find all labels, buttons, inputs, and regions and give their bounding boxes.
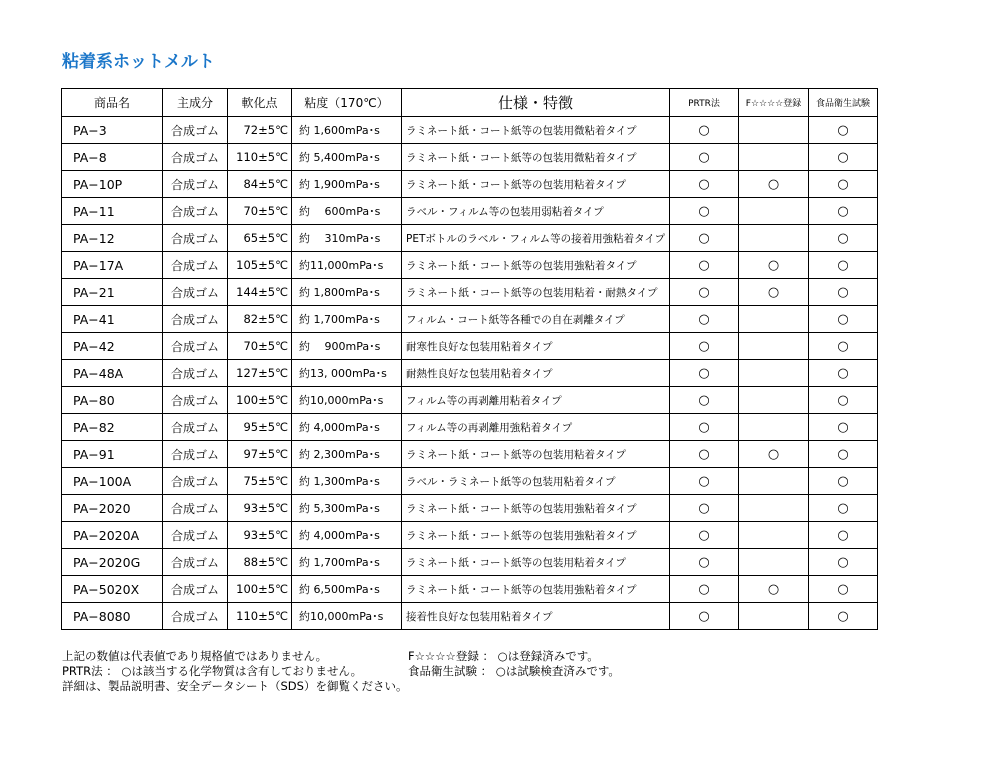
food-hygiene-mark-cell: ○ [809, 117, 878, 144]
prtr-mark-cell: ○ [670, 414, 739, 441]
product-name-cell: PA−2020A [62, 522, 163, 549]
softening-point-cell: 100±5℃ [228, 387, 292, 414]
f4-mark-cell: ○ [739, 441, 809, 468]
table-row [62, 414, 878, 441]
product-name-cell: PA−5020X [62, 576, 163, 603]
header-food-hygiene: 食品衛生試験 [809, 89, 878, 117]
viscosity-cell: 約 2,300mPa･s [292, 441, 402, 468]
food-hygiene-mark-cell: ○ [809, 333, 878, 360]
main-component-cell: 合成ゴム [163, 279, 228, 306]
f4-mark-cell [739, 603, 809, 630]
header-specification: 仕様・特徴 [402, 89, 670, 117]
header-f4-registration: F☆☆☆☆登録 [739, 89, 809, 117]
main-component-cell: 合成ゴム [163, 414, 228, 441]
softening-point-cell: 70±5℃ [228, 333, 292, 360]
prtr-mark-cell: ○ [670, 603, 739, 630]
f4-mark-cell: ○ [739, 279, 809, 306]
food-hygiene-mark-cell: ○ [809, 360, 878, 387]
food-hygiene-mark-cell: ○ [809, 522, 878, 549]
softening-point-cell: 93±5℃ [228, 495, 292, 522]
table-row [62, 387, 878, 414]
f4-mark-cell [739, 117, 809, 144]
food-hygiene-mark-cell: ○ [809, 441, 878, 468]
main-component-cell: 合成ゴム [163, 576, 228, 603]
food-hygiene-mark-cell: ○ [809, 279, 878, 306]
main-component-cell: 合成ゴム [163, 198, 228, 225]
specification-cell: フィルム等の再剥離用粘着タイプ [402, 387, 670, 414]
product-name-cell: PA−12 [62, 225, 163, 252]
main-component-cell: 合成ゴム [163, 225, 228, 252]
food-hygiene-mark-cell: ○ [809, 198, 878, 225]
main-component-cell: 合成ゴム [163, 171, 228, 198]
prtr-mark-cell: ○ [670, 549, 739, 576]
main-component-cell: 合成ゴム [163, 360, 228, 387]
softening-point-cell: 88±5℃ [228, 549, 292, 576]
specification-cell: ラベル・ラミネート紙等の包装用粘着タイプ [402, 468, 670, 495]
specification-cell: ラミネート紙・コート紙等の包装用粘着タイプ [402, 171, 670, 198]
food-hygiene-mark-cell: ○ [809, 549, 878, 576]
table-row [62, 171, 878, 198]
specification-cell: 耐熱性良好な包装用粘着タイプ [402, 360, 670, 387]
main-component-cell: 合成ゴム [163, 468, 228, 495]
main-component-cell: 合成ゴム [163, 333, 228, 360]
food-hygiene-mark-cell: ○ [809, 603, 878, 630]
viscosity-cell: 約 1,900mPa･s [292, 171, 402, 198]
product-name-cell: PA−17A [62, 252, 163, 279]
softening-point-cell: 84±5℃ [228, 171, 292, 198]
table-row [62, 603, 878, 630]
specification-cell: フィルム等の再剥離用強粘着タイプ [402, 414, 670, 441]
specification-cell: フィルム・コート紙等各種での自在剥離タイプ [402, 306, 670, 333]
softening-point-cell: 65±5℃ [228, 225, 292, 252]
main-component-cell: 合成ゴム [163, 441, 228, 468]
main-component-cell: 合成ゴム [163, 144, 228, 171]
note-f4: F☆☆☆☆登録 ： ○は登録済みです。 [408, 649, 599, 663]
note-prtr: PRTR法 ： ○は該当する化学物質は含有しておりません。 [62, 664, 363, 678]
specification-cell: ラミネート紙・コート紙等の包装用粘着・耐熱タイプ [402, 279, 670, 306]
viscosity-cell: 約 1,700mPa･s [292, 549, 402, 576]
header-row [62, 89, 878, 117]
food-hygiene-mark-cell: ○ [809, 468, 878, 495]
specification-cell: ラミネート紙・コート紙等の包装用粘着タイプ [402, 549, 670, 576]
note-food-hygiene: 食品衛生試験 ： ○は試験検査済みです。 [408, 664, 620, 678]
food-hygiene-mark-cell: ○ [809, 576, 878, 603]
food-hygiene-mark-cell: ○ [809, 144, 878, 171]
main-component-cell: 合成ゴム [163, 495, 228, 522]
specification-cell: 耐寒性良好な包装用粘着タイプ [402, 333, 670, 360]
softening-point-cell: 70±5℃ [228, 198, 292, 225]
f4-mark-cell [739, 549, 809, 576]
food-hygiene-mark-cell: ○ [809, 225, 878, 252]
specification-cell: ラミネート紙・コート紙等の包装用微粘着タイプ [402, 117, 670, 144]
table-row [62, 225, 878, 252]
main-component-cell: 合成ゴム [163, 306, 228, 333]
viscosity-cell: 約 900mPa･s [292, 333, 402, 360]
specification-cell: ラベル・フィルム等の包装用弱粘着タイプ [402, 198, 670, 225]
softening-point-cell: 82±5℃ [228, 306, 292, 333]
food-hygiene-mark-cell: ○ [809, 171, 878, 198]
f4-mark-cell [739, 468, 809, 495]
specification-cell: ラミネート紙・コート紙等の包装用強粘着タイプ [402, 522, 670, 549]
f4-mark-cell [739, 306, 809, 333]
food-hygiene-mark-cell: ○ [809, 306, 878, 333]
f4-mark-cell [739, 198, 809, 225]
f4-mark-cell [739, 495, 809, 522]
f4-mark-cell [739, 414, 809, 441]
product-name-cell: PA−48A [62, 360, 163, 387]
table-row [62, 549, 878, 576]
product-name-cell: PA−82 [62, 414, 163, 441]
softening-point-cell: 72±5℃ [228, 117, 292, 144]
f4-mark-cell [739, 144, 809, 171]
product-name-cell: PA−80 [62, 387, 163, 414]
softening-point-cell: 110±5℃ [228, 603, 292, 630]
softening-point-cell: 127±5℃ [228, 360, 292, 387]
header-viscosity: 粘度（170℃） [292, 89, 402, 117]
specification-cell: ラミネート紙・コート紙等の包装用強粘着タイプ [402, 252, 670, 279]
table-row [62, 306, 878, 333]
prtr-mark-cell: ○ [670, 117, 739, 144]
softening-point-cell: 110±5℃ [228, 144, 292, 171]
f4-mark-cell: ○ [739, 171, 809, 198]
viscosity-cell: 約 1,800mPa･s [292, 279, 402, 306]
table-row [62, 522, 878, 549]
viscosity-cell: 約 1,600mPa･s [292, 117, 402, 144]
footnotes [62, 649, 620, 694]
table-row [62, 279, 878, 306]
product-name-cell: PA−11 [62, 198, 163, 225]
table-row [62, 441, 878, 468]
softening-point-cell: 95±5℃ [228, 414, 292, 441]
product-name-cell: PA−2020 [62, 495, 163, 522]
f4-mark-cell: ○ [739, 576, 809, 603]
header-softening-point: 軟化点 [228, 89, 292, 117]
product-name-cell: PA−3 [62, 117, 163, 144]
prtr-mark-cell: ○ [670, 576, 739, 603]
main-component-cell: 合成ゴム [163, 603, 228, 630]
f4-mark-cell [739, 333, 809, 360]
product-name-cell: PA−42 [62, 333, 163, 360]
table-row [62, 333, 878, 360]
softening-point-cell: 144±5℃ [228, 279, 292, 306]
table-row [62, 144, 878, 171]
softening-point-cell: 100±5℃ [228, 576, 292, 603]
prtr-mark-cell: ○ [670, 333, 739, 360]
product-name-cell: PA−8 [62, 144, 163, 171]
product-name-cell: PA−10P [62, 171, 163, 198]
prtr-mark-cell: ○ [670, 279, 739, 306]
header-prtr: PRTR法 [670, 89, 739, 117]
product-name-cell: PA−91 [62, 441, 163, 468]
table-row [62, 117, 878, 144]
softening-point-cell: 75±5℃ [228, 468, 292, 495]
prtr-mark-cell: ○ [670, 306, 739, 333]
main-component-cell: 合成ゴム [163, 549, 228, 576]
viscosity-cell: 約10,000mPa･s [292, 603, 402, 630]
food-hygiene-mark-cell: ○ [809, 495, 878, 522]
prtr-mark-cell: ○ [670, 198, 739, 225]
table-row [62, 468, 878, 495]
main-component-cell: 合成ゴム [163, 252, 228, 279]
viscosity-cell: 約 5,300mPa･s [292, 495, 402, 522]
food-hygiene-mark-cell: ○ [809, 387, 878, 414]
viscosity-cell: 約 600mPa･s [292, 198, 402, 225]
product-name-cell: PA−8080 [62, 603, 163, 630]
specification-cell: PETボトルのラベル・フィルム等の接着用強粘着タイプ [402, 225, 670, 252]
prtr-mark-cell: ○ [670, 468, 739, 495]
softening-point-cell: 93±5℃ [228, 522, 292, 549]
table-row [62, 495, 878, 522]
specification-cell: ラミネート紙・コート紙等の包装用粘着タイプ [402, 441, 670, 468]
viscosity-cell: 約 5,400mPa･s [292, 144, 402, 171]
f4-mark-cell [739, 225, 809, 252]
prtr-mark-cell: ○ [670, 495, 739, 522]
f4-mark-cell [739, 522, 809, 549]
viscosity-cell: 約11,000mPa･s [292, 252, 402, 279]
table-row [62, 576, 878, 603]
viscosity-cell: 約 1,700mPa･s [292, 306, 402, 333]
f4-mark-cell [739, 360, 809, 387]
f4-mark-cell: ○ [739, 252, 809, 279]
product-name-cell: PA−100A [62, 468, 163, 495]
viscosity-cell: 約 6,500mPa･s [292, 576, 402, 603]
prtr-mark-cell: ○ [670, 252, 739, 279]
prtr-mark-cell: ○ [670, 387, 739, 414]
viscosity-cell: 約13, 000mPa･s [292, 360, 402, 387]
viscosity-cell: 約10,000mPa･s [292, 387, 402, 414]
prtr-mark-cell: ○ [670, 441, 739, 468]
viscosity-cell: 約 1,300mPa･s [292, 468, 402, 495]
table-row [62, 360, 878, 387]
viscosity-cell: 約 4,000mPa･s [292, 414, 402, 441]
food-hygiene-mark-cell: ○ [809, 414, 878, 441]
food-hygiene-mark-cell: ○ [809, 252, 878, 279]
main-component-cell: 合成ゴム [163, 522, 228, 549]
specification-cell: ラミネート紙・コート紙等の包装用強粘着タイプ [402, 576, 670, 603]
table-row [62, 252, 878, 279]
page-title: 粘着系ホットメルト [62, 52, 215, 72]
header-main-component: 主成分 [163, 89, 228, 117]
note-sds: 詳細は、製品説明書、安全データシート（SDS）を御覧ください。 [62, 679, 408, 693]
prtr-mark-cell: ○ [670, 144, 739, 171]
prtr-mark-cell: ○ [670, 171, 739, 198]
prtr-mark-cell: ○ [670, 225, 739, 252]
softening-point-cell: 97±5℃ [228, 441, 292, 468]
table-row [62, 198, 878, 225]
softening-point-cell: 105±5℃ [228, 252, 292, 279]
f4-mark-cell [739, 387, 809, 414]
main-component-cell: 合成ゴム [163, 387, 228, 414]
product-name-cell: PA−41 [62, 306, 163, 333]
product-spec-table [61, 88, 878, 630]
prtr-mark-cell: ○ [670, 522, 739, 549]
specification-cell: 接着性良好な包装用粘着タイプ [402, 603, 670, 630]
header-product-name: 商品名 [62, 89, 163, 117]
prtr-mark-cell: ○ [670, 360, 739, 387]
specification-cell: ラミネート紙・コート紙等の包装用微粘着タイプ [402, 144, 670, 171]
viscosity-cell: 約 4,000mPa･s [292, 522, 402, 549]
note-representative-values: 上記の数値は代表値であり規格値ではありません。 [62, 649, 328, 663]
product-name-cell: PA−2020G [62, 549, 163, 576]
product-name-cell: PA−21 [62, 279, 163, 306]
specification-cell: ラミネート紙・コート紙等の包装用強粘着タイプ [402, 495, 670, 522]
viscosity-cell: 約 310mPa･s [292, 225, 402, 252]
main-component-cell: 合成ゴム [163, 117, 228, 144]
